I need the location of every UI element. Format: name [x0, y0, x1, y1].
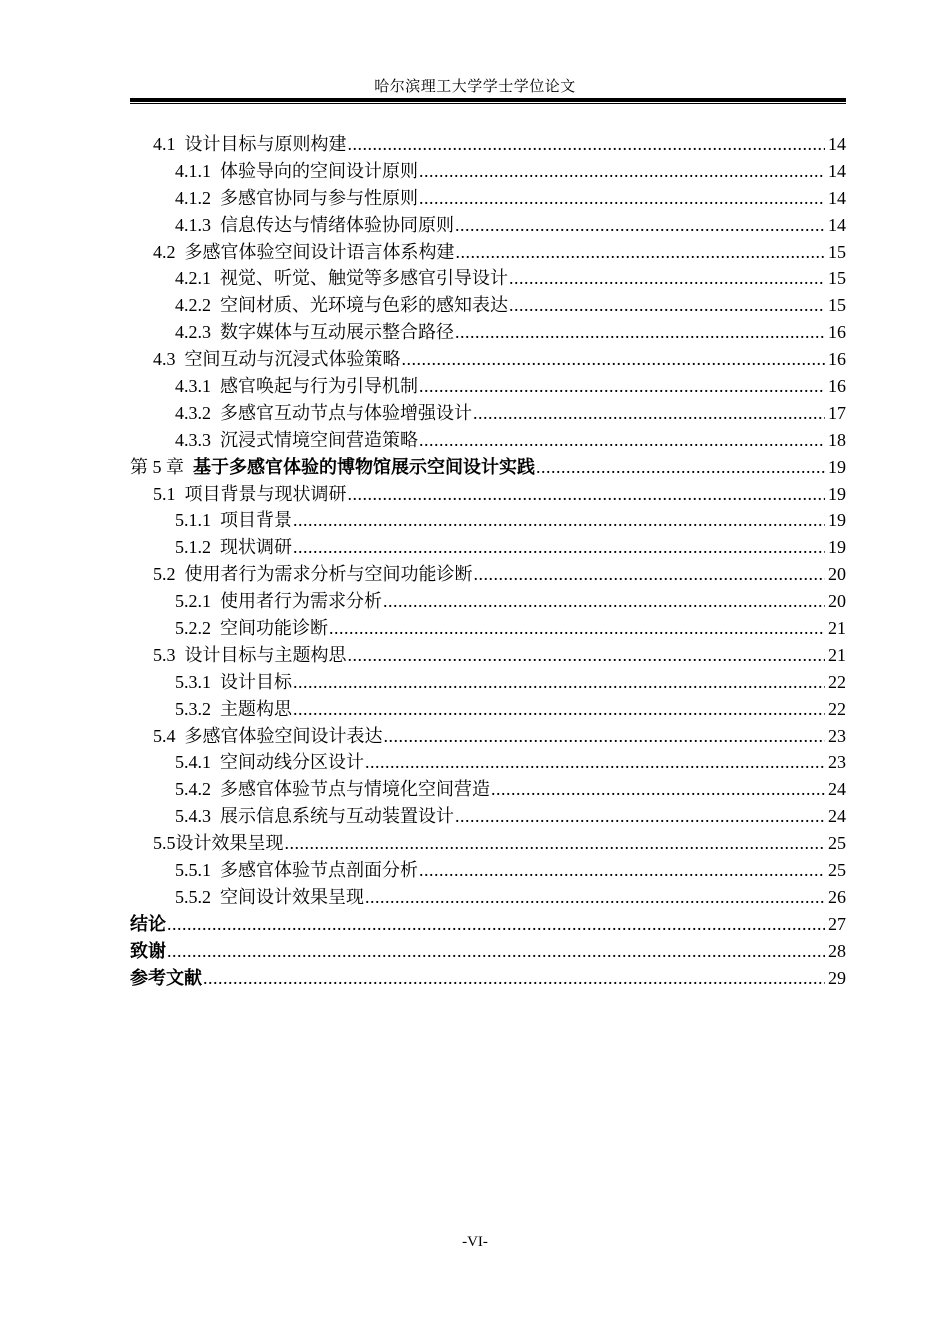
toc-dot-leader — [293, 669, 825, 696]
toc-entry-page: 19 — [828, 456, 846, 477]
toc-entry[interactable] — [130, 265, 846, 292]
toc-entry-number: 4.3.1 — [175, 376, 211, 397]
toc-entry-number: 4.3.3 — [175, 429, 211, 450]
toc-entry-page: 29 — [828, 967, 846, 988]
toc-entry-label: 使用者行为需求分析 — [220, 591, 382, 612]
toc-entry-label: 设计效果呈现 — [175, 833, 284, 854]
toc-entry[interactable] — [130, 776, 846, 803]
toc-entry-page: 17 — [828, 402, 846, 423]
toc-entry[interactable] — [130, 696, 846, 723]
toc-entry-label: 使用者行为需求分析与空间功能诊断 — [184, 564, 473, 585]
toc-dot-leader — [455, 319, 825, 346]
toc-entry-label: 空间动线分区设计 — [220, 752, 364, 773]
toc-dot-leader — [419, 185, 825, 212]
toc-chapter-entry[interactable] — [130, 938, 846, 965]
toc-entry-label: 基于多感官体验的博物馆展示空间设计实践 — [193, 456, 535, 477]
table-of-contents — [130, 131, 846, 992]
toc-dot-leader — [473, 400, 825, 427]
toc-entry-page: 26 — [828, 886, 846, 907]
toc-dot-leader — [329, 615, 825, 642]
toc-entry[interactable] — [130, 830, 846, 857]
toc-entry-label: 展示信息系统与互动装置设计 — [220, 806, 454, 827]
toc-entry-label: 空间互动与沉浸式体验策略 — [184, 349, 401, 370]
toc-entry-page: 15 — [828, 268, 846, 289]
toc-entry-label: 多感官互动节点与体验增强设计 — [220, 402, 472, 423]
toc-entry-page: 21 — [828, 644, 846, 665]
toc-entry[interactable] — [130, 723, 846, 750]
toc-entry[interactable] — [130, 588, 846, 615]
toc-entry-page: 16 — [828, 322, 846, 343]
toc-dot-leader — [419, 373, 825, 400]
toc-dot-leader — [509, 292, 825, 319]
toc-entry-label: 空间功能诊断 — [220, 618, 328, 639]
toc-entry[interactable] — [130, 373, 846, 400]
toc-entry-label: 参考文献 — [130, 967, 202, 988]
toc-entry-number: 5.2.2 — [175, 618, 211, 639]
toc-dot-leader — [167, 911, 825, 938]
toc-entry[interactable] — [130, 346, 846, 373]
toc-dot-leader — [383, 588, 825, 615]
toc-entry-page: 16 — [828, 376, 846, 397]
toc-dot-leader — [167, 938, 825, 965]
toc-dot-leader — [491, 776, 825, 803]
toc-entry[interactable] — [130, 239, 846, 266]
toc-entry[interactable] — [130, 803, 846, 830]
toc-dot-leader — [402, 346, 826, 373]
toc-dot-leader — [293, 696, 825, 723]
toc-entry-number: 5.2.1 — [175, 591, 211, 612]
toc-entry-label: 多感官体验空间设计表达 — [184, 725, 383, 746]
toc-entry-label: 多感官体验空间设计语言体系构建 — [184, 241, 455, 262]
toc-chapter-entry[interactable] — [130, 965, 846, 992]
toc-entry-label: 项目背景 — [220, 510, 292, 531]
toc-dot-leader — [203, 965, 825, 992]
toc-entry-number: 5.3.2 — [175, 698, 211, 719]
toc-entry-label: 现状调研 — [220, 537, 292, 558]
running-header-title: 哈尔滨理工大学学士学位论文 — [374, 79, 576, 95]
toc-entry-page: 19 — [828, 483, 846, 504]
toc-dot-leader — [348, 131, 826, 158]
toc-entry-page: 20 — [828, 564, 846, 585]
toc-entry-number: 4.1.1 — [175, 160, 211, 181]
toc-entry[interactable] — [130, 212, 846, 239]
toc-entry-label: 主题构思 — [220, 698, 292, 719]
toc-entry-number: 4.2.2 — [175, 295, 211, 316]
toc-entry[interactable] — [130, 884, 846, 911]
toc-entry[interactable] — [130, 669, 846, 696]
toc-entry-number: 5.1 — [153, 483, 176, 504]
toc-entry-page: 21 — [828, 618, 846, 639]
toc-entry-label: 体验导向的空间设计原则 — [220, 160, 418, 181]
footer-page-number: -VI- — [462, 1234, 488, 1250]
toc-entry-label: 多感官体验节点剖面分析 — [220, 860, 418, 881]
toc-entry-label: 结论 — [130, 913, 166, 934]
toc-entry-number: 5.3 — [153, 644, 176, 665]
toc-entry-label: 感官唤起与行为引导机制 — [220, 376, 418, 397]
toc-dot-leader — [455, 212, 825, 239]
toc-entry-label: 沉浸式情境空间营造策略 — [220, 429, 418, 450]
toc-entry-number: 5.2 — [153, 564, 176, 585]
toc-dot-leader — [384, 723, 826, 750]
toc-entry-number: 4.1.2 — [175, 187, 211, 208]
toc-entry[interactable] — [130, 400, 846, 427]
toc-entry-number: 5.5.1 — [175, 860, 211, 881]
toc-entry-number: 5.3.1 — [175, 671, 211, 692]
toc-entry[interactable] — [130, 185, 846, 212]
toc-dot-leader — [365, 749, 825, 776]
toc-entry-page: 14 — [828, 134, 846, 154]
toc-entry[interactable] — [130, 561, 846, 588]
toc-entry-page: 19 — [828, 510, 846, 531]
toc-entry-page: 14 — [828, 160, 846, 181]
toc-entry-number: 4.2 — [153, 241, 176, 262]
toc-entry-label: 视觉、听觉、触觉等多感官引导设计 — [220, 268, 508, 289]
toc-entry-label: 项目背景与现状调研 — [184, 483, 347, 504]
toc-dot-leader — [474, 561, 826, 588]
toc-entry[interactable] — [130, 427, 846, 454]
toc-entry[interactable] — [130, 642, 846, 669]
toc-entry-page: 16 — [828, 349, 846, 370]
toc-entry-page: 22 — [828, 698, 846, 719]
toc-entry-page: 25 — [828, 833, 846, 854]
toc-entry-number: 5.5.2 — [175, 886, 211, 907]
toc-chapter-entry[interactable] — [130, 911, 846, 938]
toc-entry-page: 14 — [828, 214, 846, 235]
toc-entry[interactable] — [130, 749, 846, 776]
toc-entry-page: 14 — [828, 187, 846, 208]
toc-entry-number: 4.2.3 — [175, 322, 211, 343]
toc-dot-leader — [455, 803, 825, 830]
toc-dot-leader — [536, 454, 825, 481]
toc-entry-number: 4.1 — [153, 134, 176, 154]
toc-entry-label: 空间材质、光环境与色彩的感知表达 — [220, 295, 508, 316]
toc-entry-page: 22 — [828, 671, 846, 692]
toc-chapter-entry[interactable] — [130, 454, 846, 481]
header-rule-thick — [130, 98, 846, 102]
toc-entry-page: 23 — [828, 725, 846, 746]
toc-entry-page: 25 — [828, 860, 846, 881]
toc-entry-page: 24 — [828, 806, 846, 827]
toc-entry-label: 多感官体验节点与情境化空间营造 — [220, 779, 490, 800]
toc-entry-label: 空间设计效果呈现 — [220, 886, 364, 907]
toc-entry-number: 5.1.1 — [175, 510, 211, 531]
toc-dot-leader — [285, 830, 826, 857]
toc-entry[interactable] — [130, 615, 846, 642]
toc-entry-number: 5.4.2 — [175, 779, 211, 800]
toc-entry-label: 多感官协同与参与性原则 — [220, 187, 418, 208]
header-rule-thin — [130, 103, 846, 104]
toc-entry-number: 4.3.2 — [175, 402, 211, 423]
toc-dot-leader — [348, 642, 826, 669]
toc-entry-label: 致谢 — [130, 940, 166, 961]
toc-dot-leader — [456, 239, 826, 266]
toc-entry[interactable] — [130, 158, 846, 185]
toc-entry-page: 28 — [828, 940, 846, 961]
toc-entry-page: 20 — [828, 591, 846, 612]
toc-entry-label: 数字媒体与互动展示整合路径 — [220, 322, 454, 343]
toc-entry-number: 4.3 — [153, 349, 176, 370]
toc-entry-number: 5.4.3 — [175, 806, 211, 827]
toc-dot-leader — [419, 857, 825, 884]
toc-entry-page: 15 — [828, 241, 846, 262]
toc-dot-leader — [419, 427, 825, 454]
toc-entry-page: 18 — [828, 429, 846, 450]
toc-entry-number: 5.1.2 — [175, 537, 211, 558]
toc-dot-leader — [348, 481, 826, 508]
toc-entry[interactable] — [130, 857, 846, 884]
toc-entry[interactable] — [130, 319, 846, 346]
toc-entry-page: 27 — [828, 913, 846, 934]
toc-dot-leader — [509, 265, 825, 292]
toc-entry[interactable] — [130, 481, 846, 508]
toc-dot-leader — [419, 158, 825, 185]
toc-entry-number: 4.2.1 — [175, 268, 211, 289]
toc-entry-number: 5.5 — [153, 833, 176, 854]
toc-entry-label: 信息传达与情绪体验协同原则 — [220, 214, 454, 235]
toc-dot-leader — [293, 534, 825, 561]
toc-entry-page: 19 — [828, 537, 846, 558]
toc-entry[interactable] — [130, 292, 846, 319]
toc-entry-label: 设计目标 — [220, 671, 292, 692]
toc-entry-label: 设计目标与主题构思 — [184, 644, 347, 665]
toc-dot-leader — [293, 507, 825, 534]
toc-entry-label: 设计目标与原则构建 — [184, 134, 347, 154]
toc-entry-page: 23 — [828, 752, 846, 773]
toc-entry-number: 5.4.1 — [175, 752, 211, 773]
toc-entry-number: 5.4 — [153, 725, 176, 746]
toc-entry-page: 15 — [828, 295, 846, 316]
toc-entry[interactable] — [130, 131, 846, 158]
toc-entry[interactable] — [130, 534, 846, 561]
toc-entry-number: 4.1.3 — [175, 214, 211, 235]
toc-entry-page: 24 — [828, 779, 846, 800]
toc-entry-number: 第 5 章 — [130, 456, 184, 477]
toc-dot-leader — [365, 884, 825, 911]
toc-entry[interactable] — [130, 507, 846, 534]
